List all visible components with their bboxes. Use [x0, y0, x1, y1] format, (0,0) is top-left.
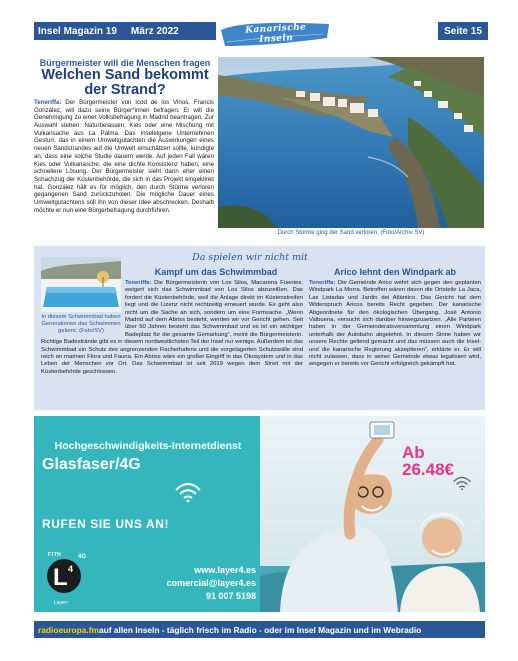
magazine-name: Insel Magazin 19: [38, 25, 117, 37]
ad-tagline: Hochgeschwindigkeits-Internetdienst: [54, 440, 242, 452]
windpark-article: [309, 280, 481, 369]
price-prefix: Ab: [402, 443, 425, 462]
svg-text:4: 4: [68, 564, 74, 574]
advertisement: [34, 416, 485, 612]
issue-date: März 2022: [130, 25, 179, 37]
panel-title: Da spielen wir nicht mit: [192, 252, 308, 263]
article-body: [34, 99, 214, 214]
logo-4g-label: 4G: [78, 554, 87, 560]
article-location: Teneriffa:: [34, 99, 62, 106]
footer-site[interactable]: radioeuropa.fm: [38, 624, 99, 635]
couple-photo: [260, 416, 485, 612]
schwimmbad-text: Die Bürgermeisterin von Los Silos, Macarena Fuentes, weigert sich das Schwimmbad von Los Silos abzureißen. Das fordert die Küstenbehörde, weil die Anlage direkt im Küstenstreifen liegt und die Lizenz nicht rechtzeitig erneuert wurde. Es geht also nicht um die Sache an sich, sondern um eine Formsache. „Wenn Madrid auf dem Abriss besteht, werden wir vor Gericht gehen. Seit über 50 Jahren besteht das Schwimmbad und es ist ein wichtiger Badeplatz für die gesamte Gemarkung“, meint die Bürgermeisterin. Richtige Badestrände gibt es in diesem nordwestlichsten Teil der Insel nur wenige. Außerdem ist das Schwimmbad ein Schutz des angrenzenden Fischerhafens und die vorgelagerten Schutzwälle sind reich an marinen Flora und Fauna. Ein Abriss wäre ein großer Eingriff in das Ökosystem und in das Leben der Menschen vor Ort. Das Schwimmbad ist seit 2019 wegen dem Streit mit der Küstenbehörde geschlossen.: [41, 280, 303, 375]
article-text: Der Bürgermeister von Icod de los Vinos, Francis González, will dazu seine Bürger*innen befragen. Er will die Genehmigung zu einer Volksbefragung in Madrid beantragen. Zur Auswahl stehen: Naturbelassen, Kies oder eine Mischung mit Vulkansache aus La Palma. Das Inselelgene Unternehmen Gesturr, das in einem Umweltgutachten die Auswirkungen eines neuen Sandstrandes auf die Umwelt einschätzen sollte, kündigte an, dass eine solche Studie dauern werde. Auf jeden Fall wären Kies oder Vulkanasche, die eine dichte Konsistenz haben, eine schnellere Lösung. Der Bürgermeister sieht darin eher einen Schachzug der Küstenbehörde, die sich in das Projekt eingeklinkt hat. González hält es für möglich, den durch Stürme verloren gegangenen Sand zurückzuholen. Die mögliche Dauer eines Umweltgutachtens soll ihn von dieser Idee abschrecken. Deshalb möchte er nun eine Bürgerbefragung durchführen.: [34, 99, 214, 214]
schwimmbad-article: [41, 280, 303, 376]
page-number-bar: [438, 22, 488, 40]
pool-photo-caption: In diesem Schwimmbad haben Generationen das Schwimmen gelernt. (Foto/SV): [41, 314, 121, 334]
brand-title: Kanarische Inseln: [245, 22, 307, 45]
schwimmbad-location: Teneriffa:: [125, 280, 152, 286]
subhead-schwimmbad: Kampf um das Schwimmbad: [154, 267, 278, 277]
page-number: Seite 15: [444, 25, 482, 37]
coast-photo: [218, 57, 484, 228]
ad-contact: [126, 564, 256, 603]
ad-email[interactable]: comercial@layer4.es: [166, 578, 256, 588]
article-kicker: Bürgermeister will die Menschen fragen: [39, 58, 211, 68]
wifi-icon: [174, 482, 202, 502]
logo-letter: L: [53, 564, 68, 591]
footer-banner: [34, 621, 485, 638]
price-value: 26.48€: [402, 460, 454, 479]
photo-caption: Durch Stürme ging der Sand verloren. (Foto/Archiv SV): [277, 230, 425, 236]
logo-ftth-label: FTTH: [48, 552, 61, 558]
ad-call-to-action: RUFEN SIE UNS AN!: [42, 517, 170, 531]
wifi-icon-small: [452, 476, 472, 490]
windpark-location: Teneriffa:: [309, 280, 336, 286]
header-left-bar: [34, 22, 216, 40]
subhead-windpark: Arico lehnt den Windpark ab: [334, 267, 456, 277]
ad-service: Glasfaser/4G: [42, 456, 141, 473]
article-headline: Welchen Sand bekommt der Strand?: [41, 67, 209, 98]
layer4-logo: [40, 546, 92, 608]
footer-text: auf allen Inseln - täglich frisch im Radio - oder im Insel Magazin und im Webradio: [98, 624, 422, 635]
windpark-text: Die Gemeinde Arico wehrt sich gegen den geplanten Windpark La Morra. Betroffen wären davon die Ortsteile La Jaca, Las Listadas und Jardin del Atlántico. Das Gericht hat dem Widerspruch Aricos bereits Recht gegeben. Der kanarische Abgeordnete für den ökologischen Übergang, José Antonio Valbuena, versucht sich darüber hinwegzusetzen. „Alle Parteien haben in der Gemeinderatsversammlung einen Windpark unterhalb der Autobahn abgelehnt. In diesem Sinne haben wir unsere Rechte geltend gemacht und das müssen auch die Insel- und die kanarische Regierung akzeptieren“, erklärte er. Er will nicht zulassen, dass in seiner Gemeinde etwas legalisiert wird, wogegen er bereits vor Gericht erfolgreich gekämpft hat.: [309, 280, 481, 368]
ad-phone[interactable]: 91 007 5198: [205, 591, 256, 601]
ad-website[interactable]: www.layer4.es: [194, 565, 256, 575]
logo-name: Layer⁴: [54, 600, 69, 606]
photo-wrap-space: [41, 280, 125, 336]
